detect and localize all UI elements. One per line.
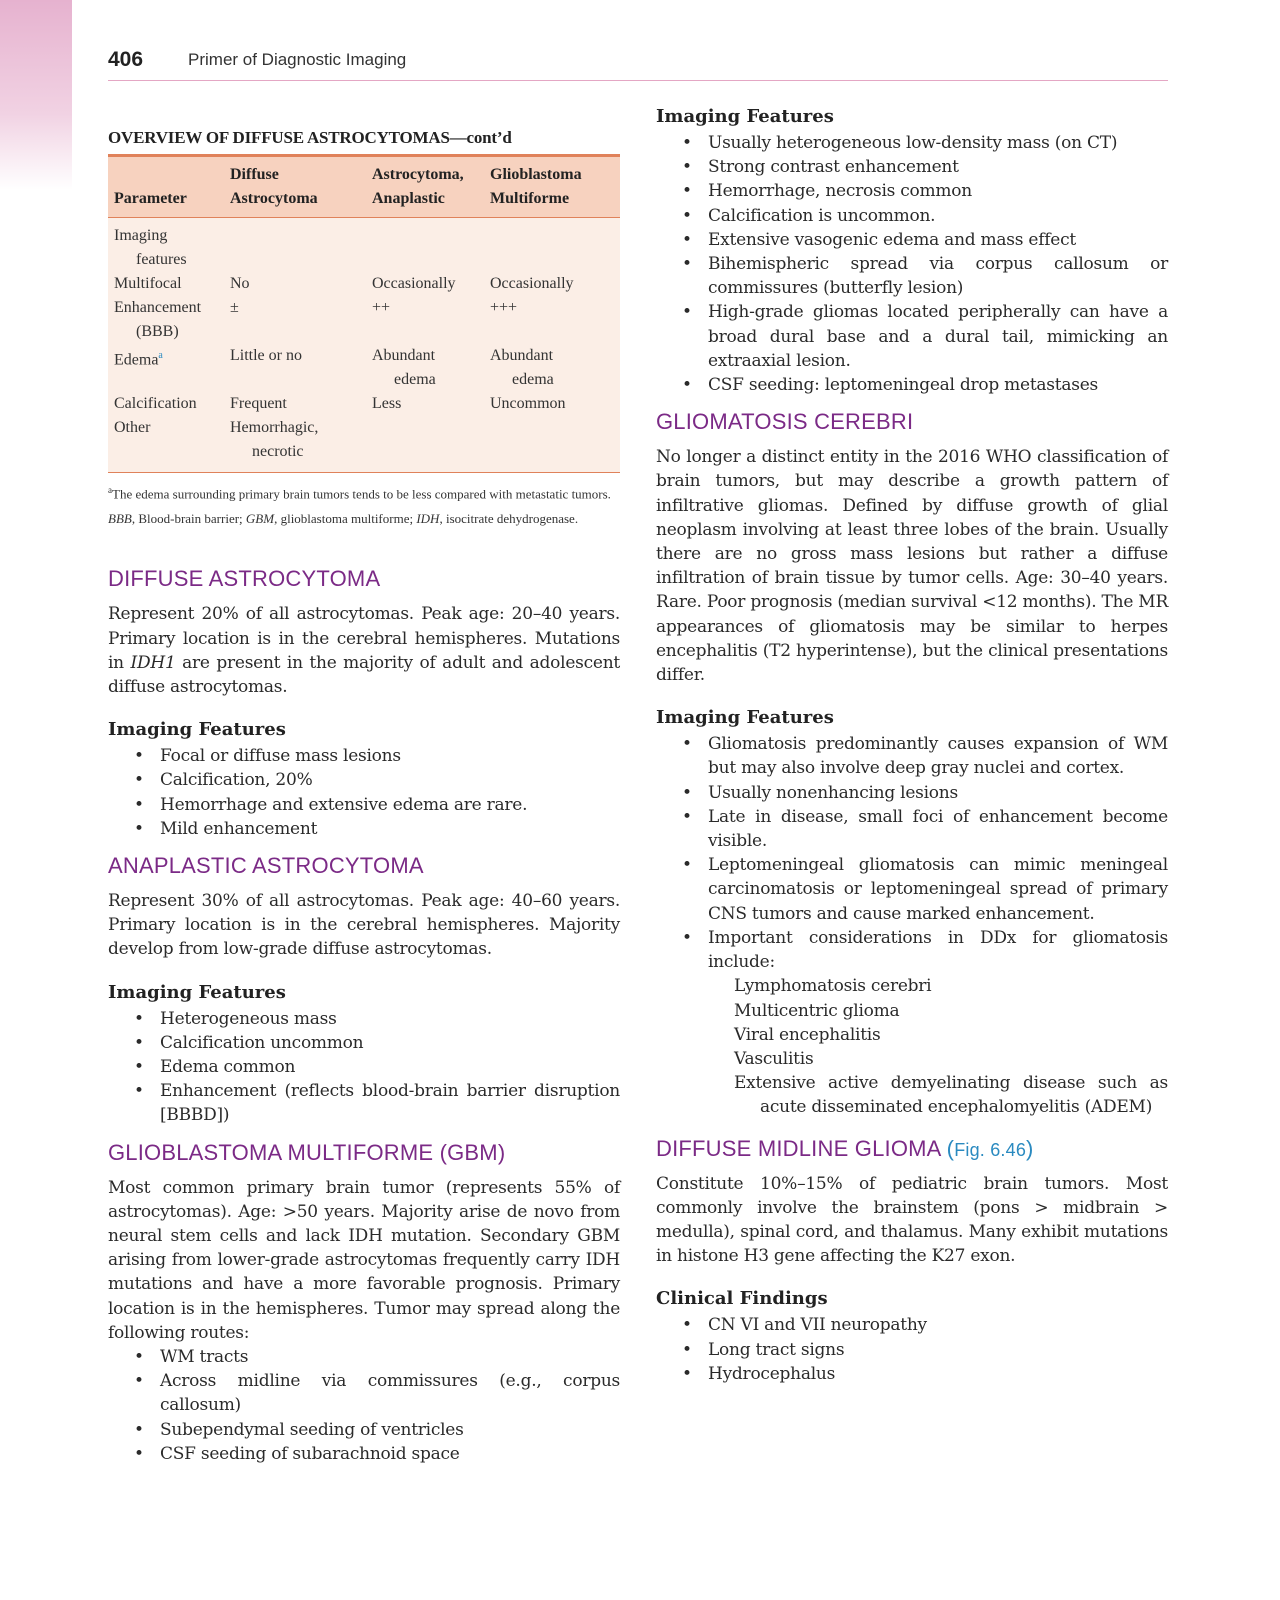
list-item: • Hemorrhage, necrosis common: [682, 181, 972, 202]
table-cell: +++: [490, 299, 518, 316]
chapter-thumb-tab: [0, 0, 72, 190]
footnote-marker: a: [158, 350, 163, 361]
list-item: • Gliomatosis predominantly causes expansion of WM but may also involve deep gray nuclei and cortex.: [682, 734, 1168, 779]
table-cell: Imaging features: [114, 227, 187, 268]
section-heading: GLIOBLASTOMA MULTIFORME (GBM): [108, 1139, 506, 1165]
bullet-list: [108, 744, 620, 841]
column-header: Astrocytoma, Anaplastic: [366, 157, 484, 218]
table-row: [108, 218, 620, 273]
list-item: • Heterogeneous mass: [134, 1008, 337, 1029]
bullet-list: [108, 1007, 620, 1128]
bullet-list: [656, 131, 1168, 397]
table-title: OVERVIEW OF DIFFUSE ASTROCYTOMAS—cont’d: [108, 128, 512, 147]
table-cell: Frequent: [230, 395, 287, 412]
table-cell: Little or no: [230, 347, 302, 364]
ddx-item: Multicentric glioma: [734, 1000, 900, 1021]
table-cell: Occasionally: [490, 275, 574, 292]
list-item: • Across midline via commissures (e.g., corpus callosum): [134, 1371, 620, 1416]
list-item: • CSF seeding: leptomeningeal drop metastases: [682, 375, 1098, 396]
list-item: • CSF seeding of subarachnoid space: [134, 1443, 460, 1464]
table-cell: Hemorrhagic, necrotic: [230, 419, 319, 460]
figure-reference-link[interactable]: Fig. 6.46: [954, 1139, 1027, 1160]
subheading: Imaging Features: [108, 719, 286, 741]
list-item: • Enhancement (reflects blood-brain barrier disruption [BBBD]): [134, 1081, 620, 1126]
list-item: • WM tracts: [134, 1347, 249, 1367]
list-item: • CN VI and VII neuropathy: [682, 1315, 927, 1336]
table-footnote: $^a$The edema surrounding primary brain tumors tends to be less compared with metastatic tumors.: [108, 485, 611, 502]
ddx-item: Lymphomatosis cerebri: [734, 976, 932, 997]
table-cell: Calcification: [114, 395, 197, 412]
list-item: • Hemorrhage and extensive edema are rare.: [134, 794, 528, 815]
list-item: • Calcification uncommon: [134, 1032, 364, 1053]
list-item: • Strong contrast enhancement: [682, 157, 959, 178]
subheading: Imaging Features: [656, 707, 834, 729]
table-cell: Multifocal: [114, 275, 182, 292]
table-cell: Occasionally: [372, 275, 456, 292]
column-header: Parameter: [108, 157, 224, 218]
table-row: [108, 344, 620, 392]
bullet-list: [108, 1345, 620, 1466]
table-row: [108, 392, 620, 416]
left-column: [108, 112, 620, 1466]
subheading: Imaging Features: [108, 981, 286, 1003]
ddx-item: Extensive active demyelinating disease such as acute disseminated encephalomyelitis (ADEM): [734, 1073, 1168, 1118]
page-number: 406: [108, 48, 144, 71]
table-cell: Uncommon: [490, 395, 566, 412]
list-item: • Hydrocephalus: [682, 1363, 836, 1384]
page-header: [108, 44, 1168, 81]
ddx-item: Vasculitis: [734, 1048, 814, 1069]
table-row: [108, 416, 620, 472]
table-row: [108, 272, 620, 296]
ddx-item: Viral encephalitis: [734, 1024, 881, 1045]
list-item: • Long tract signs: [682, 1339, 845, 1360]
table-abbreviations: BBB, Blood-brain barrier; GBM, glioblastoma multiforme; IDH, isocitrate dehydrogenase.: [108, 511, 579, 527]
table-row: [108, 296, 620, 344]
table-cell: ±: [230, 299, 239, 316]
list-item: • Usually nonenhancing lesions: [682, 782, 958, 803]
running-title: Primer of Diagnostic Imaging: [188, 50, 407, 69]
table-cell: Abundant edema: [372, 347, 436, 388]
body-paragraph: Represent 20% of all astrocytomas. Peak age: 20–40 years. Primary location is in the cerebral hemispheres. Mutations in IDH1 are present in the majority of adult and adolescent diffuse astrocytomas.: [108, 604, 620, 697]
table-cell: Edema$^a$: [114, 350, 163, 369]
table-cell: [484, 218, 620, 273]
column-header: Glioblastoma Multiforme: [484, 157, 620, 218]
section-heading: DIFFUSE MIDLINE GLIOMA (Fig. 6.46): [656, 1135, 1034, 1161]
list-item: • Mild enhancement: [134, 818, 318, 839]
table-cell: [366, 218, 484, 273]
list-item: • Focal or diffuse mass lesions: [134, 746, 401, 767]
table-header-row: [108, 157, 620, 218]
table-cell: [224, 218, 366, 273]
table-cell: [484, 416, 620, 472]
table-cell: No: [230, 275, 250, 292]
body-paragraph: Most common primary brain tumor (represents 55% of astrocytomas). Age: >50 years. Majority arise de novo from neural stem cells and lack IDH mutation. Secondary GBM arising from lower-grade astrocytomas frequently carry IDH mutations and have a more favorable prognosis. Primary location is in the hemispheres. Tumor may spread along the following routes:: [108, 1177, 620, 1343]
list-item: • Calcification, 20%: [134, 770, 313, 791]
right-column: [656, 104, 1168, 1386]
list-item: • Leptomeningeal gliomatosis can mimic meningeal carcinomatosis or leptomeningeal spread of primary CNS tumors and cause marked enhancement.: [682, 855, 1168, 924]
overview-table: [108, 154, 620, 473]
column-header: Diffuse Astrocytoma: [224, 157, 366, 218]
table-cell: Enhancement (BBB): [114, 299, 202, 340]
list-item: • Bihemispheric spread via corpus callosum or commissures (butterfly lesion): [682, 254, 1168, 299]
list-item: • Important considerations in DDx for gliomatosis include:: [682, 927, 1168, 973]
table-cell: Less: [372, 395, 402, 412]
table-cell: Abundant edema: [490, 347, 554, 388]
list-item: • Calcification is uncommon.: [682, 205, 936, 226]
section-heading: DIFFUSE ASTROCYTOMA: [108, 566, 381, 592]
bullet-list: [656, 1313, 1168, 1386]
subheading: Clinical Findings: [656, 1288, 828, 1310]
table-cell: ++: [372, 299, 391, 316]
list-item: • Edema common: [134, 1056, 296, 1077]
list-item: • Subependymal seeding of ventricles: [134, 1419, 464, 1440]
body-paragraph: No longer a distinct entity in the 2016 WHO classification of brain tumors, but may describe a growth pattern of infiltrative gliomas. Defined by diffuse growth of glial neoplasm involving at least three lobes of the brain. Usually there are no gross mass lesions but rather a diffuse infiltration of brain tissue by tumor cells. Age: 30–40 years. Rare. Poor prognosis (median survival <12 months). The MR appearances of gliomatosis may be similar to herpes encephalitis (T2 hyperintense), but the clinical presentations differ.: [656, 447, 1168, 686]
subheading: Imaging Features: [656, 106, 834, 127]
table-cell: Other: [114, 419, 151, 436]
list-item: • Usually heterogeneous low-density mass (on CT): [682, 133, 1118, 153]
table-cell: [366, 416, 484, 472]
section-heading: GLIOMATOSIS CEREBRI: [656, 409, 914, 435]
list-item: • High-grade gliomas located peripherally can have a broad dural base and a dural tail, mimicking an extraaxial lesion.: [682, 302, 1168, 371]
list-item: • Late in disease, small foci of enhancement become visible.: [682, 806, 1168, 852]
list-item: • Extensive vasogenic edema and mass effect: [682, 229, 1076, 250]
body-paragraph: Constitute 10%–15% of pediatric brain tumors. Most commonly involve the brainstem (pons > midbrain > medulla), spinal cord, and thalamus. Many exhibit mutations in histone H3 gene affecting the K27 exon.: [656, 1173, 1168, 1267]
body-paragraph: Represent 30% of all astrocytomas. Peak age: 40–60 years. Primary location is in the cerebral hemispheres. Majority develop from low-grade diffuse astrocytomas.: [108, 890, 620, 960]
section-heading: ANAPLASTIC ASTROCYTOMA: [108, 852, 424, 878]
bullet-list: [656, 732, 1168, 974]
